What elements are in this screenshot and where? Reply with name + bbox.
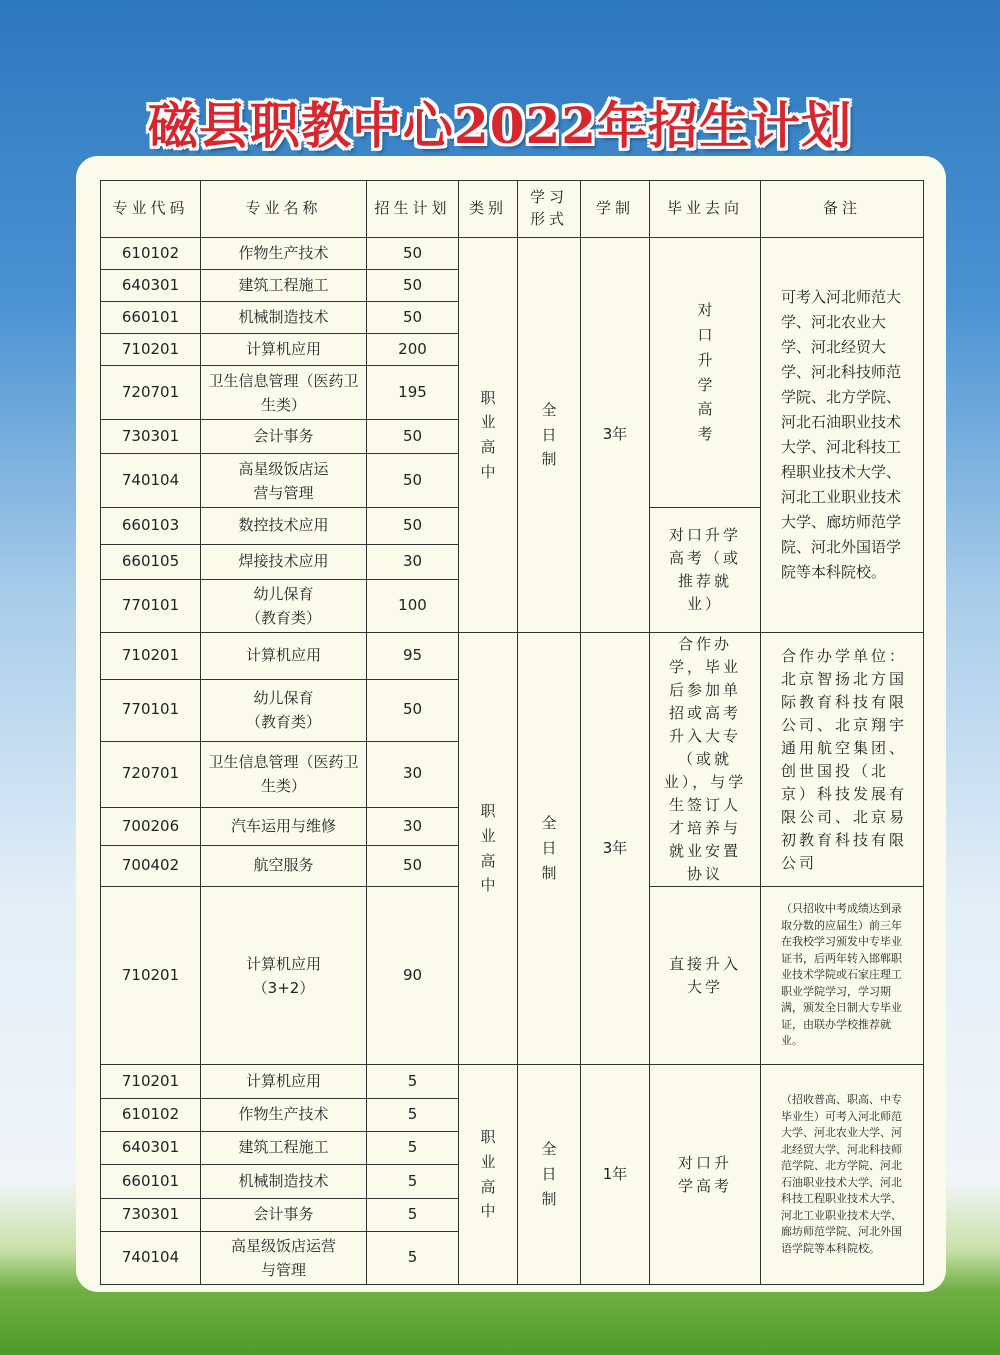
major-code: 660103	[101, 508, 201, 545]
major-code: 660101	[101, 1165, 201, 1199]
major-code: 770101	[101, 580, 201, 633]
major-name: 机械制造技术	[201, 302, 367, 334]
header-dest: 毕业去向	[650, 181, 761, 238]
duration-cell: 1年	[581, 1065, 650, 1285]
category-cell	[459, 1065, 518, 1285]
destination-cell: 对口升学高考	[650, 1065, 761, 1285]
table-row	[101, 633, 924, 680]
header-name: 专业名称	[201, 181, 367, 238]
major-code: 660105	[101, 545, 201, 580]
major-code: 720701	[101, 366, 201, 420]
major-code: 660101	[101, 302, 201, 334]
major-name: 计算机应用	[201, 334, 367, 366]
destination-cell: 合作办学，毕业后参加单招或高考升入大专（或就业），与学生签订人才培养与就业安置协议	[650, 633, 761, 887]
duration-cell: 3年	[581, 633, 650, 1065]
header-row	[101, 181, 924, 238]
plan-count: 50	[367, 846, 459, 887]
category-cell	[459, 238, 518, 633]
major-code: 720701	[101, 741, 201, 808]
plan-count: 95	[367, 633, 459, 680]
major-name: 卫生信息管理（医药卫生类）	[201, 366, 367, 420]
page-title: 磁县职教中心2022年招生计划	[147, 96, 853, 155]
study-form-text: 全日制	[541, 1140, 557, 1208]
major-code: 610102	[101, 238, 201, 270]
table-row	[101, 1065, 924, 1099]
plan-count: 30	[367, 808, 459, 846]
remark-cell: （招收普高、职高、中专毕业生）可考入河北师范大学、河北农业大学、河北经贸大学、河北科技师范学院、北方学院、河北石油职业技术大学、河北科技工程职业技术大学、河北工业职业技术大学、廊坊师范学院、河北外国语学院等本科院校。	[761, 1065, 924, 1285]
major-code: 700402	[101, 846, 201, 887]
major-code: 770101	[101, 680, 201, 741]
duration-cell: 3年	[581, 238, 650, 633]
category-text: 职业高中	[480, 802, 496, 895]
major-name: 作物生产技术	[201, 1099, 367, 1132]
header-remark: 备注	[761, 181, 924, 238]
major-name: 会计事务	[201, 1199, 367, 1232]
major-code: 730301	[101, 420, 201, 454]
plan-count: 5	[367, 1132, 459, 1165]
major-name: 高星级饭店运营与管理	[201, 454, 367, 508]
destination-cell	[650, 238, 761, 508]
study-form-cell	[518, 633, 581, 1065]
major-name: 计算机应用（3+2）	[201, 887, 367, 1065]
major-code: 710201	[101, 334, 201, 366]
major-code: 610102	[101, 1099, 201, 1132]
major-name: 计算机应用	[201, 1065, 367, 1099]
plan-count: 50	[367, 454, 459, 508]
major-name: 卫生信息管理（医药卫生类）	[201, 741, 367, 808]
major-code: 640301	[101, 270, 201, 302]
study-form-text: 全日制	[541, 400, 557, 469]
major-name: 高星级饭店运营与管理	[201, 1232, 367, 1285]
category-cell	[459, 633, 518, 1065]
study-form-text: 全日制	[541, 814, 557, 882]
major-code: 710201	[101, 633, 201, 680]
destination-text: 对口升学高考	[697, 301, 713, 443]
plan-count: 5	[367, 1099, 459, 1132]
major-name: 建筑工程施工	[201, 1132, 367, 1165]
enrollment-table	[100, 180, 924, 1285]
major-name: 机械制造技术	[201, 1165, 367, 1199]
plan-count: 5	[367, 1232, 459, 1285]
plan-count: 90	[367, 887, 459, 1065]
plan-count: 50	[367, 238, 459, 270]
major-name: 数控技术应用	[201, 508, 367, 545]
remark-cell: （只招收中考成绩达到录取分数的应届生）前三年在我校学习颁发中专毕业证书，后两年转入邯郸职业技术学院或石家庄理工职业学院学习，学习期满，颁发全日制大专毕业证，由联办学校推荐就业。	[761, 887, 924, 1065]
major-name: 航空服务	[201, 846, 367, 887]
major-code: 710201	[101, 887, 201, 1065]
plan-count: 5	[367, 1165, 459, 1199]
plan-count: 100	[367, 580, 459, 633]
major-code: 700206	[101, 808, 201, 846]
major-name: 幼儿保育（教育类）	[201, 580, 367, 633]
header-type: 类别	[459, 181, 518, 238]
plan-count: 50	[367, 508, 459, 545]
plan-count: 30	[367, 741, 459, 808]
remark-cell: 合作办学单位：北京智扬北方国际教育科技有限公司、北京翔宇通用航空集团、创世国投（北京）科技发展有限公司、北京易初教育科技有限公司	[761, 633, 924, 887]
plan-count: 200	[367, 334, 459, 366]
major-code: 730301	[101, 1199, 201, 1232]
remark-cell: 可考入河北师范大学、河北农业大学、河北经贸大学、河北科技师范学院、北方学院、河北石油职业技术大学、河北科技工程职业技术大学、河北工业职业技术大学、廊坊师范学院、河北外国语学院等本科院校。	[761, 238, 924, 633]
plan-count: 50	[367, 420, 459, 454]
major-name: 计算机应用	[201, 633, 367, 680]
major-code: 640301	[101, 1132, 201, 1165]
table-row	[101, 238, 924, 270]
plan-count: 30	[367, 545, 459, 580]
category-text: 职业高中	[480, 1128, 496, 1221]
header-code: 专业代码	[101, 181, 201, 238]
header-plan: 招生计划	[367, 181, 459, 238]
destination-cell: 直接升入大学	[650, 887, 761, 1065]
plan-count: 5	[367, 1199, 459, 1232]
major-name: 幼儿保育（教育类）	[201, 680, 367, 741]
major-name: 汽车运用与维修	[201, 808, 367, 846]
destination-cell: 对口升学高考（或推荐就业）	[650, 508, 761, 633]
plan-count: 50	[367, 680, 459, 741]
header-years: 学制	[581, 181, 650, 238]
major-name: 会计事务	[201, 420, 367, 454]
major-name: 焊接技术应用	[201, 545, 367, 580]
study-form-cell	[518, 1065, 581, 1285]
category-text: 职业高中	[480, 388, 496, 481]
major-name: 建筑工程施工	[201, 270, 367, 302]
header-form: 学习形式	[518, 181, 581, 238]
major-name: 作物生产技术	[201, 238, 367, 270]
plan-count: 50	[367, 302, 459, 334]
plan-count: 195	[367, 366, 459, 420]
major-code: 740104	[101, 454, 201, 508]
major-code: 740104	[101, 1232, 201, 1285]
plan-count: 5	[367, 1065, 459, 1099]
study-form-cell	[518, 238, 581, 633]
plan-count: 50	[367, 270, 459, 302]
major-code: 710201	[101, 1065, 201, 1099]
